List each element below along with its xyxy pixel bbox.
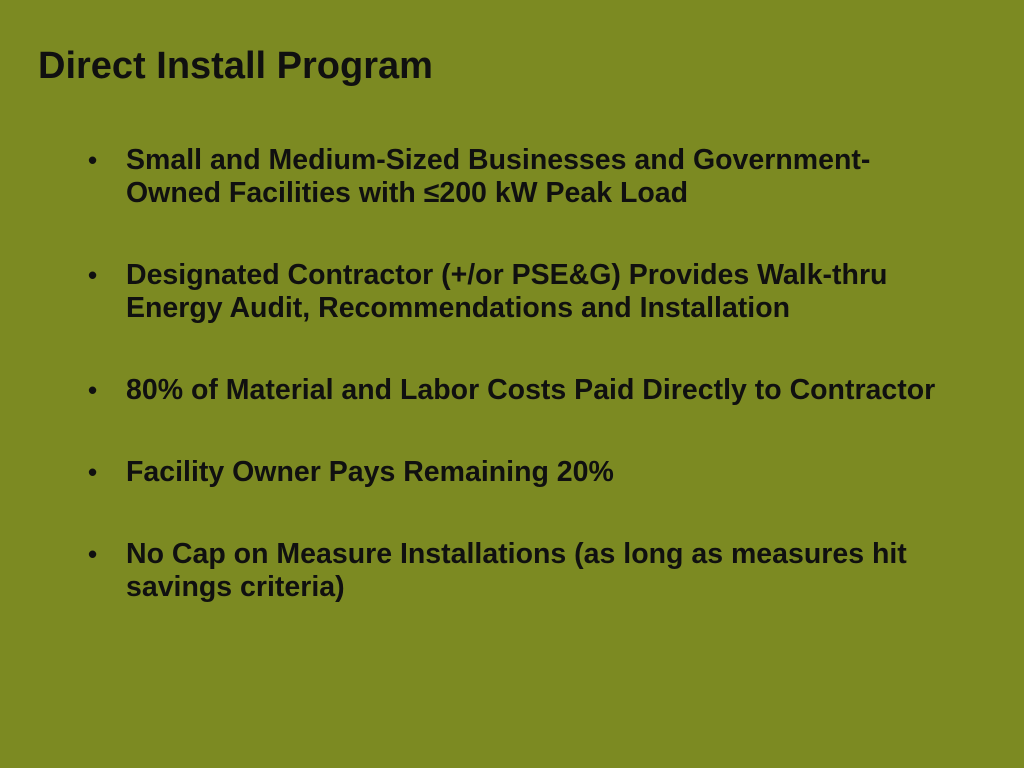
bullet-icon: • [88, 260, 98, 290]
bullet-text: Designated Contractor (+/or PSE&G) Provides Walk-thru Energy Audit, Recommendations and Installation [126, 259, 888, 324]
bullet-item [88, 374, 938, 407]
bullet-list [88, 144, 938, 604]
bullet-item [88, 538, 938, 604]
bullet-item [88, 259, 938, 325]
bullet-text: No Cap on Measure Installations (as long as measures hit savings criteria) [126, 538, 907, 603]
bullet-text: 80% of Material and Labor Costs Paid Directly to Contractor [126, 374, 936, 406]
bullet-item [88, 456, 938, 489]
bullet-icon: • [88, 457, 98, 487]
bullet-icon: • [88, 539, 98, 569]
bullet-item [88, 144, 938, 210]
bullet-text: Small and Medium-Sized Businesses and Government-Owned Facilities with ≤200 kW Peak Load [126, 144, 871, 209]
slide-title: Direct Install Program [38, 45, 433, 87]
bullet-icon: • [88, 375, 98, 405]
bullet-text: Facility Owner Pays Remaining 20% [126, 456, 614, 488]
bullet-icon: • [88, 145, 98, 175]
